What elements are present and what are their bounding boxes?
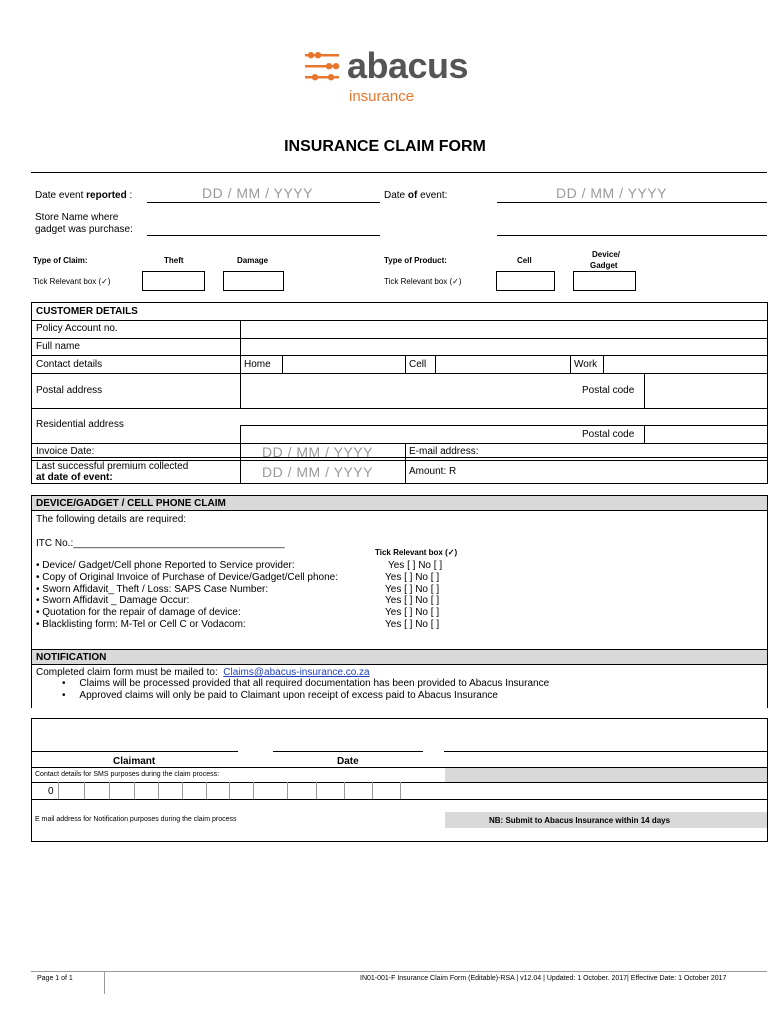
- type-of-product-label: Type of Product:: [384, 256, 447, 265]
- theft-label: Theft: [164, 256, 184, 265]
- sms-digit-cell-divider: [206, 782, 207, 799]
- logo-sub: insurance: [349, 88, 415, 105]
- notification-email-label: E mail address for Notification purposes during the claim process: [35, 816, 237, 823]
- bullet-icon: •: [36, 619, 43, 630]
- abacus-logo-icon: [303, 50, 343, 86]
- store-label-1: Store Name where: [35, 212, 119, 223]
- date-reported-field[interactable]: DD / MM / YYYY: [202, 185, 313, 201]
- sms-digit-cell-divider: [372, 782, 373, 799]
- sms-digit-cell-divider: [58, 782, 59, 799]
- device-checkbox[interactable]: [573, 271, 636, 291]
- yes-no-checkbox[interactable]: Yes [ ] No [ ]: [385, 595, 440, 607]
- sms-digit-cell-divider: [109, 782, 110, 799]
- invoice-date-label: Invoice Date:: [36, 446, 95, 457]
- premium-label-2: at date of event:: [36, 472, 113, 483]
- customer-details-header: CUSTOMER DETAILS: [36, 306, 138, 317]
- date-reported-label: Date event reported :: [35, 190, 133, 201]
- residential-address-label: Residential address: [36, 419, 124, 430]
- sms-value[interactable]: 0: [48, 786, 54, 797]
- sms-digit-cell-divider: [182, 782, 183, 799]
- date-reported-underline: [147, 202, 380, 203]
- residential-postal-code-label: Postal code: [582, 429, 635, 440]
- full-name-label: Full name: [36, 341, 80, 352]
- date-of-event-label: Date of event:: [384, 190, 448, 201]
- tick-relevant-header: Tick Relevant box (✓): [375, 548, 458, 557]
- nb-submit-note: NB: Submit to Abacus Insurance within 14 days: [489, 816, 671, 825]
- title-divider: [31, 172, 767, 173]
- home-field[interactable]: [283, 356, 404, 372]
- device-requirement-label: Sworn Affidavit _ Damage Occur:: [42, 595, 190, 607]
- work-field[interactable]: [604, 356, 767, 372]
- type-of-claim-label: Type of Claim:: [33, 256, 88, 265]
- mail-instruction: Completed claim form must be mailed to: Claims@abacus-insurance.co.za: [36, 667, 370, 678]
- abacus-logo: [303, 45, 469, 112]
- device-claim-header: DEVICE/GADGET / CELL PHONE CLAIM: [36, 498, 226, 509]
- date-of-event-underline: [497, 202, 767, 203]
- cell-label-customer: Cell: [409, 359, 427, 370]
- yes-no-checkbox[interactable]: Yes [ ] No [ ]: [388, 560, 443, 571]
- postal-code-label: Postal code: [582, 385, 635, 396]
- device-label-1: Device/: [592, 250, 621, 259]
- device-requirement-item: [36, 584, 268, 595]
- extra-signature-line: [444, 751, 767, 752]
- device-requirement-label: Copy of Original Invoice of Purchase of Device/Gadget/Cell phone:: [42, 571, 338, 583]
- sms-digit-cell-divider: [287, 782, 288, 799]
- cell-checkbox[interactable]: [496, 271, 555, 291]
- theft-checkbox[interactable]: [142, 271, 205, 291]
- sms-contact-label: Contact details for SMS purposes during the claim process:: [35, 771, 220, 778]
- cell-field[interactable]: [436, 356, 569, 372]
- device-requirement-label: Sworn Affidavit_ Theft / Loss: SAPS Case Number:: [42, 583, 269, 595]
- notification-header-bar: [31, 649, 768, 665]
- itc-number-field[interactable]: ITC No.:______________________________________: [36, 538, 285, 549]
- date-of-event-field[interactable]: DD / MM / YYYY: [556, 185, 667, 201]
- policy-label: Policy Account no.: [36, 323, 118, 334]
- device-intro: The following details are required:: [36, 514, 187, 525]
- bullet-icon: •: [36, 560, 43, 571]
- bullet-icon: •: [36, 571, 43, 583]
- email-address-label: E-mail address:: [409, 446, 479, 457]
- full-name-field[interactable]: [241, 339, 767, 354]
- bullet-icon: •: [36, 607, 43, 619]
- residential-address-field[interactable]: [241, 409, 573, 442]
- gray-bar-top: [445, 768, 767, 782]
- sms-digit-cell-divider: [229, 782, 230, 799]
- footer-doc-info: IN01-001-F Insurance Claim Form (Editable)-RSA | v12.04 | Updated: 1 October. 2017| Effective Date: 1 October 2017: [360, 975, 727, 982]
- bullet-icon: •: [36, 583, 43, 595]
- device-requirement-item: [36, 607, 241, 618]
- postal-address-label: Postal address: [36, 385, 103, 396]
- store-name-field[interactable]: [147, 235, 380, 236]
- tick-box-label-claim: Tick Relevant box (✓): [33, 277, 111, 286]
- work-label: Work: [574, 359, 598, 370]
- store-label-2: gadget was purchase:: [35, 224, 133, 235]
- date-label: Date: [337, 756, 359, 767]
- notification-header: NOTIFICATION: [36, 652, 107, 663]
- tick-box-label-product: Tick Relevant box (✓): [384, 277, 462, 286]
- damage-label: Damage: [237, 256, 269, 265]
- device-requirement-item: [36, 572, 338, 583]
- contact-label: Contact details: [36, 359, 103, 370]
- sms-digit-cell-divider: [84, 782, 85, 799]
- claimant-signature-line[interactable]: [32, 751, 238, 752]
- residential-postal-code-field[interactable]: [645, 426, 767, 442]
- claimant-label: Claimant: [113, 756, 156, 767]
- sms-digit-cell-divider: [344, 782, 345, 799]
- policy-field[interactable]: [241, 321, 767, 337]
- sms-digit-cell-divider: [316, 782, 317, 799]
- home-label: Home: [244, 359, 271, 370]
- claims-email-link[interactable]: Claims@abacus-insurance.co.za: [223, 667, 370, 678]
- customer-table-bottom: [31, 443, 768, 484]
- device-label-2: Gadget: [590, 261, 618, 270]
- notification-bullet-2: • Approved claims will only be paid to Claimant upon receipt of excess paid to Abacus Insurance: [62, 690, 498, 701]
- yes-no-checkbox[interactable]: Yes [ ] No [ ]: [385, 571, 440, 583]
- footer-page: Page 1 of 1: [37, 975, 73, 982]
- device-requirement-label: Quotation for the repair of damage of device:: [42, 607, 241, 619]
- yes-no-checkbox[interactable]: Yes [ ] No [ ]: [385, 607, 440, 619]
- premium-label-1: Last successful premium collected: [36, 461, 189, 472]
- cell-label: Cell: [517, 256, 532, 265]
- amount-label: Amount: R: [409, 466, 457, 477]
- logo-brand: abacus: [347, 45, 469, 86]
- sms-digit-cell-divider: [400, 782, 401, 799]
- device-requirement-item: [36, 619, 246, 630]
- notification-bullet-1: • Claims will be processed provided that all required documentation has been provided to Abacus Insurance: [62, 678, 550, 689]
- sms-digit-cell-divider: [158, 782, 159, 799]
- date-signature-line[interactable]: [273, 751, 423, 752]
- device-requirement-item: [36, 560, 295, 571]
- postal-address-field[interactable]: [241, 374, 573, 407]
- invoice-date-field[interactable]: DD / MM / YYYY: [262, 444, 373, 460]
- postal-code-field[interactable]: [645, 374, 767, 407]
- device-requirement-item: [36, 595, 189, 606]
- sms-digit-cell-divider: [134, 782, 135, 799]
- yes-no-checkbox[interactable]: Yes [ ] No [ ]: [385, 619, 440, 630]
- device-requirement-label: Device/ Gadget/Cell phone Reported to Service provider:: [42, 560, 295, 571]
- store-right-line: [497, 235, 767, 236]
- damage-checkbox[interactable]: [223, 271, 284, 291]
- premium-date-field[interactable]: DD / MM / YYYY: [262, 464, 373, 480]
- sms-digit-cell-divider: [253, 782, 254, 799]
- device-requirement-label: Blacklisting form: M-Tel or Cell C or Vodacom:: [42, 619, 246, 630]
- yes-no-checkbox[interactable]: Yes [ ] No [ ]: [385, 583, 440, 595]
- form-title: INSURANCE CLAIM FORM: [284, 138, 486, 155]
- bullet-icon: •: [36, 595, 43, 607]
